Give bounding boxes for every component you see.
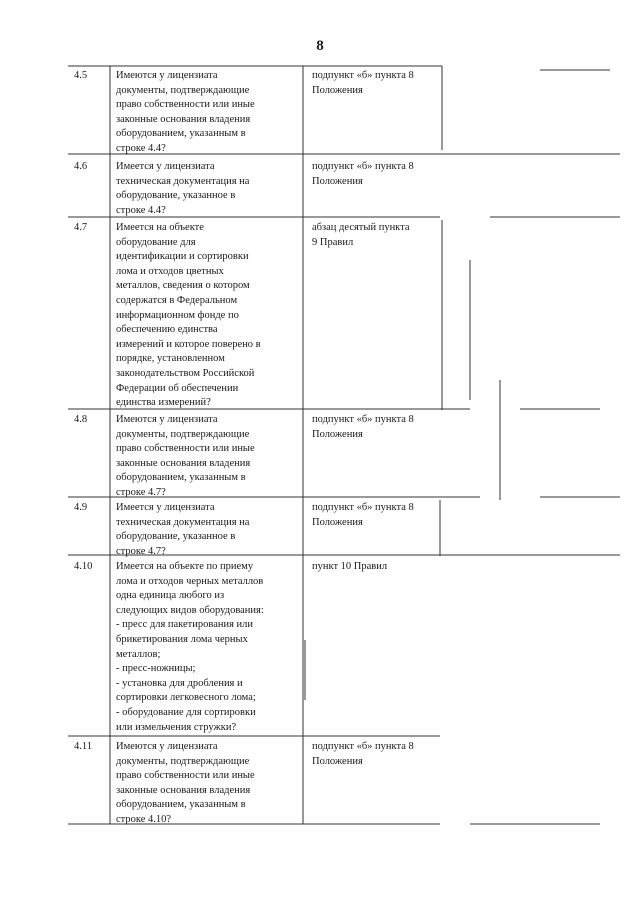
reference-line: подпункт «б» пункта 8 — [312, 502, 414, 513]
row-legal-reference — [312, 501, 447, 530]
question-line: идентификации и сортировки — [116, 251, 249, 263]
question-line: Имеется у лицензиата — [116, 502, 215, 513]
question-line: измерений и которое поверено в — [116, 338, 261, 350]
row-number: 4.8 — [74, 414, 88, 425]
question-line: документы, подтверждающие — [116, 755, 250, 767]
row-legal-reference — [312, 560, 447, 575]
row-number: 4.9 — [74, 502, 88, 513]
question-line: оборудование, указанное в — [116, 190, 236, 202]
question-line: документы, подтверждающие — [116, 428, 250, 440]
question-line: информационном фонде по — [116, 309, 239, 321]
question-line: строке 4.4? — [116, 204, 166, 216]
reference-line: Положения — [312, 175, 363, 187]
question-line: - установка для дробления и — [116, 677, 243, 689]
question-line: право собственности или иные — [116, 443, 255, 455]
row-legal-reference — [312, 413, 447, 442]
question-line: - пресс для пакетирования или — [116, 619, 254, 631]
question-line: строке 4.7? — [116, 545, 166, 557]
row-legal-reference — [312, 221, 447, 250]
question-line: законодательством Российской — [116, 367, 255, 379]
question-line: Имеется у лицензиата — [116, 161, 215, 172]
row-question — [116, 69, 294, 157]
question-line: или измельчения стружки? — [116, 721, 237, 733]
question-line: строке 4.10? — [116, 813, 172, 825]
question-line: Имеется на объекте по приему — [116, 561, 254, 572]
question-line: законные основания владения — [116, 457, 251, 469]
question-line: право собственности или иные — [116, 99, 255, 111]
reference-line: подпункт «б» пункта 8 — [312, 414, 414, 425]
question-line: одна единица любого из — [116, 590, 225, 602]
question-line: право собственности или иные — [116, 770, 255, 782]
question-line: металлов; — [116, 648, 161, 660]
row-legal-reference — [312, 69, 447, 98]
reference-line: подпункт «б» пункта 8 — [312, 70, 414, 81]
question-line: порядке, установленном — [116, 353, 225, 365]
row-legal-reference — [312, 160, 447, 189]
question-line: строке 4.4? — [116, 142, 166, 154]
question-line: Имеются у лицензиата — [116, 414, 218, 425]
reference-line: Положения — [312, 84, 363, 96]
reference-line: подпункт «б» пункта 8 — [312, 161, 414, 172]
question-line: следующих видов оборудования: — [116, 604, 264, 616]
question-line: законные основания владения — [116, 113, 251, 125]
question-line: лома и отходов цветных — [116, 265, 224, 277]
row-number: 4.10 — [74, 561, 93, 572]
question-line: оборудование для — [116, 236, 196, 248]
question-line: документы, подтверждающие — [116, 84, 250, 96]
row-number: 4.11 — [74, 741, 92, 752]
row-question — [116, 413, 294, 501]
row-number: 4.7 — [74, 222, 88, 233]
question-line: содержатся в Федеральном — [116, 294, 238, 306]
question-line: Имеются у лицензиата — [116, 741, 218, 752]
question-line: сортировки легковесного лома; — [116, 692, 256, 704]
question-line: - пресс-ножницы; — [116, 663, 196, 675]
reference-line: пункт 10 Правил — [312, 561, 388, 572]
row-number: 4.5 — [74, 70, 88, 81]
question-line: законные основания владения — [116, 784, 251, 796]
question-line: техническая документация на — [116, 175, 250, 187]
question-line: единства измерений? — [116, 397, 211, 409]
page-number: 8 — [316, 38, 324, 54]
question-line: лома и отходов черных металлов — [116, 575, 264, 587]
reference-line: 9 Правил — [312, 236, 354, 248]
reference-line: Положения — [312, 516, 363, 528]
question-line: оборудованием, указанным в — [116, 128, 246, 140]
row-question — [116, 501, 294, 559]
question-line: техническая документация на — [116, 516, 250, 528]
row-question — [116, 160, 294, 218]
question-line: Имеются у лицензиата — [116, 70, 218, 81]
question-line: оборудование, указанное в — [116, 531, 236, 543]
reference-line: абзац десятый пункта — [312, 222, 410, 233]
reference-line: подпункт «б» пункта 8 — [312, 741, 414, 752]
question-line: строке 4.7? — [116, 486, 166, 498]
question-line: - оборудование для сортировки — [116, 706, 256, 718]
row-number: 4.6 — [74, 161, 88, 172]
reference-line: Положения — [312, 755, 363, 767]
row-question — [116, 560, 294, 735]
row-question — [116, 740, 294, 828]
row-legal-reference — [312, 740, 447, 769]
reference-line: Положения — [312, 428, 363, 440]
question-line: Имеется на объекте — [116, 222, 204, 233]
question-line: обеспечению единства — [116, 324, 218, 336]
question-line: оборудованием, указанным в — [116, 472, 246, 484]
question-line: металлов, сведения о котором — [116, 280, 250, 292]
question-line: брикетирования лома черных — [116, 633, 248, 645]
row-question — [116, 221, 294, 411]
question-line: оборудованием, указанным в — [116, 799, 246, 811]
question-line: Федерации об обеспечении — [116, 382, 239, 394]
